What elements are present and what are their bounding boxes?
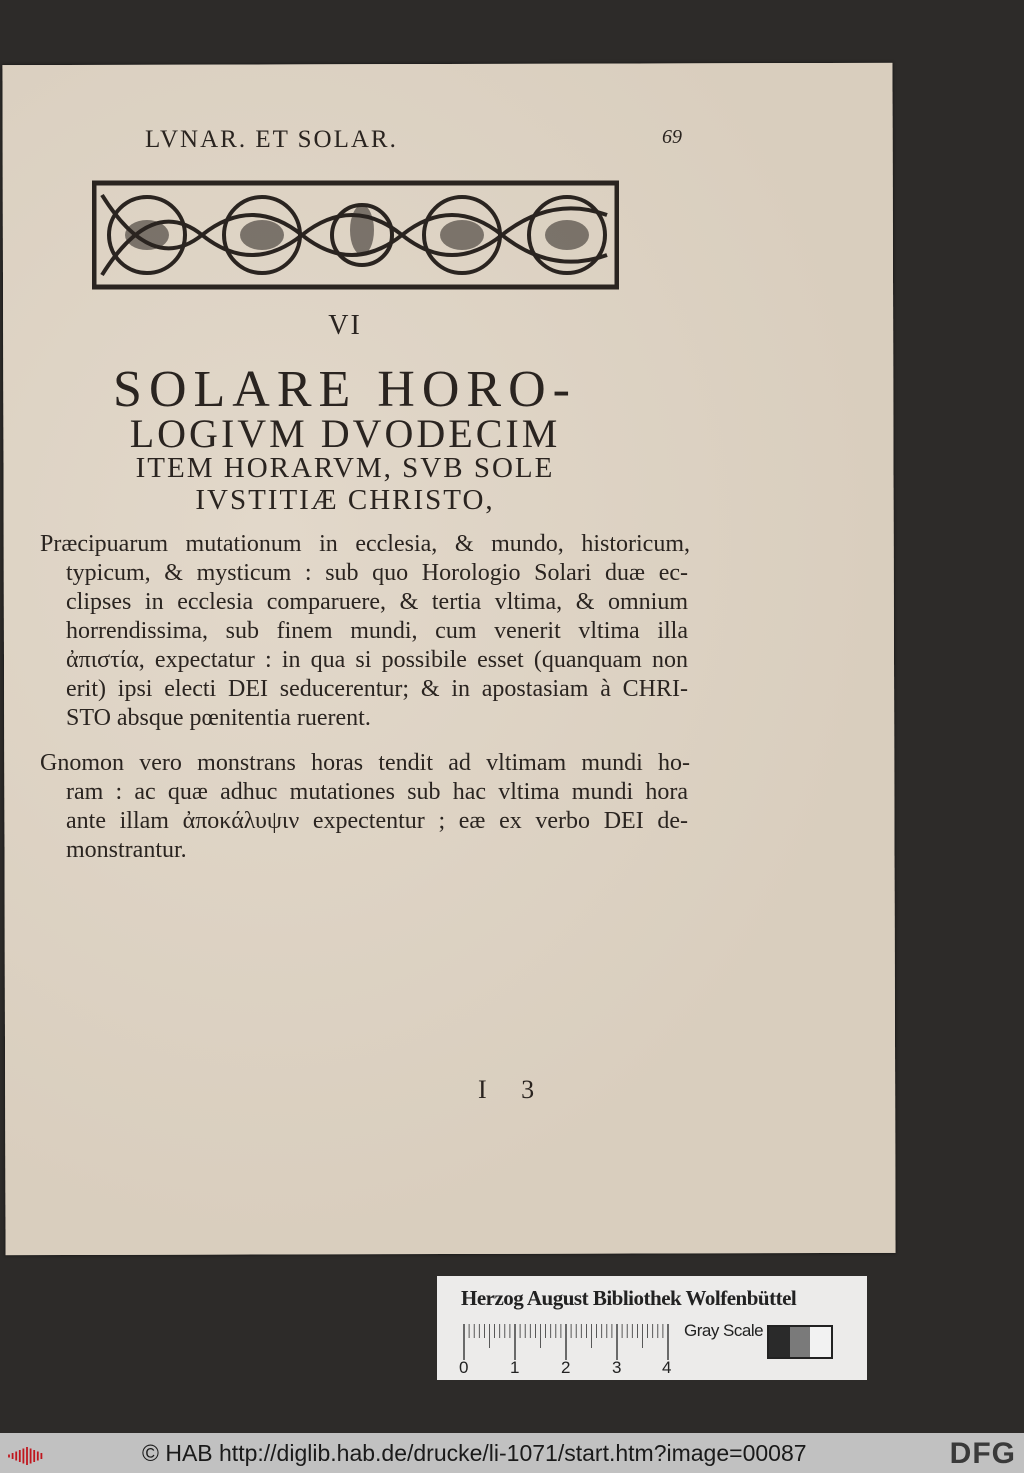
title-line-2: LOGIVM DVODECIM (129, 411, 561, 456)
library-name: Herzog August Bibliothek Wolfenbüttel (461, 1286, 797, 1310)
paragraph-line: horrendissima, sub finem mundi, cum venerit vltima illa (66, 618, 688, 644)
signature-mark: I 3 (478, 1075, 549, 1104)
dfg-logo: DFG (949, 1437, 1016, 1470)
title-line-3: ITEM HORARVM, SVB SOLE (135, 452, 555, 484)
ruler-number: 1 (510, 1358, 520, 1377)
folio-number: 69 (662, 126, 682, 148)
ruler-number: 3 (612, 1358, 622, 1377)
ruler-number: 2 (561, 1358, 571, 1377)
paragraph-line: STO absque pœnitentia ruerent. (66, 705, 371, 731)
paragraph-line: ἀπιστία, expectatur : in qua si possibile esset (quanquam non (66, 647, 688, 673)
copyright-link[interactable]: © HAB http://diglib.hab.de/drucke/li-1071/start.htm?image=00087 (142, 1440, 807, 1466)
ruler-icon (463, 1324, 669, 1360)
swatch-dark (769, 1327, 790, 1357)
scale-label (437, 1276, 867, 1380)
footer-bar (0, 1433, 1024, 1473)
paragraph-line: ram : ac quæ adhuc mutationes sub hac vltima mundi hora (66, 779, 688, 805)
paragraph-line: clipses in ecclesia comparuere, & tertia vltima, & omnium (66, 589, 688, 615)
paragraph-line: Præcipuarum mutationum in ecclesia, & mundo, historicum, (40, 531, 690, 557)
chapter-number: VI (328, 310, 362, 341)
paragraph-line: typicum, & mysticum : sub quo Horologio Solari duæ ec- (66, 560, 688, 586)
title-line-1: SOLARE HORO- (113, 361, 577, 418)
title-line-4: IVSTITIÆ CHRISTO, (195, 484, 495, 516)
ruler-number: 4 (662, 1358, 672, 1377)
swatch-light (810, 1327, 831, 1357)
ornament-headpiece (92, 175, 619, 295)
paragraph-line: monstrantur. (66, 837, 187, 863)
ruler-number: 0 (459, 1358, 469, 1377)
running-head: LVNAR. ET SOLAR. (145, 126, 398, 153)
gray-scale-label: Gray Scale (684, 1321, 764, 1340)
paragraph-line: erit) ipsi electi DEI seducerentur; & in apostasiam à CHRI- (66, 676, 688, 702)
paragraph-line: Gnomon vero monstrans horas tendit ad vltimam mundi ho- (40, 750, 690, 776)
swatch-mid (790, 1327, 811, 1357)
hab-logo-icon (6, 1439, 46, 1467)
gray-scale-swatches (767, 1325, 833, 1359)
paragraph-line: ante illam ἀποκάλυψιν expectentur ; eæ ex verbo DEI de- (66, 808, 688, 834)
